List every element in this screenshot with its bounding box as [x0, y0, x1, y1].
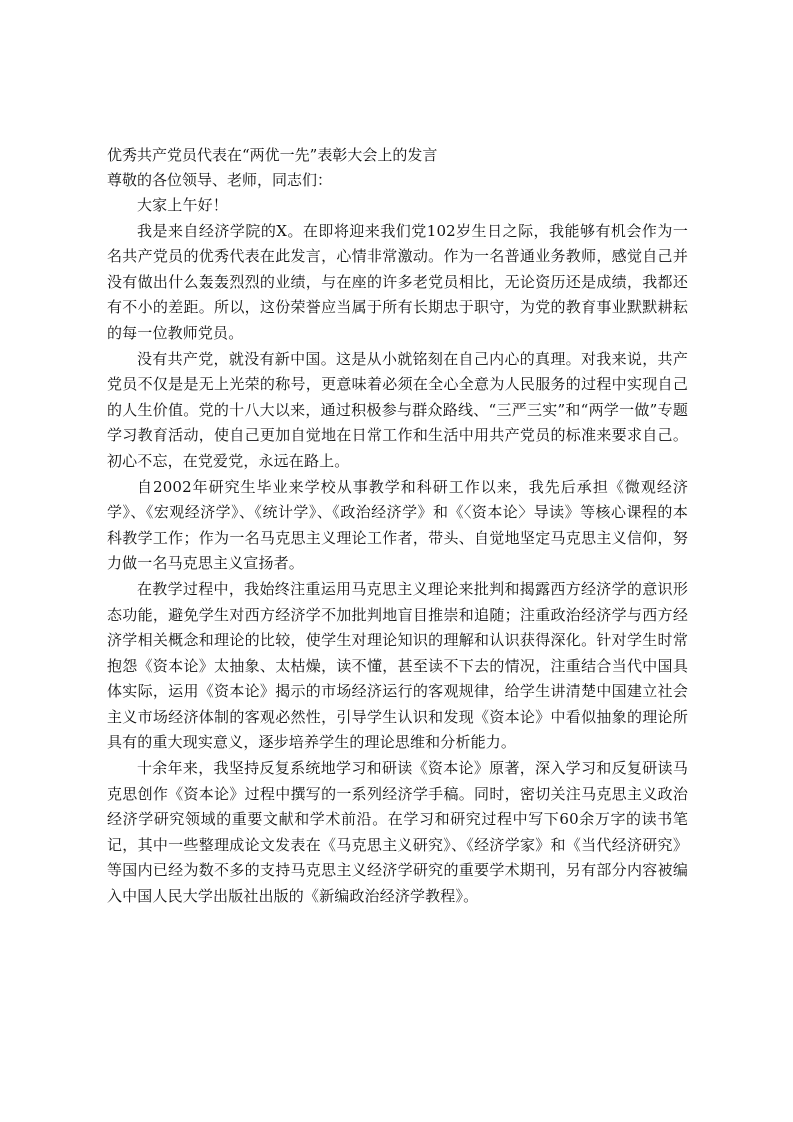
paragraph-teaching-career: 自2002年研究生毕业来学校从事教学和科研工作以来，我先后承担《微观经济学》、《宏观经济学》、《统计学》、《政治经济学》和《〈资本论〉导读》等核心课程的本科教学工作；作为一名马克思主义理论工作者，带头、自觉地坚定马克思主义信仰，努力做一名马克思主义宣扬者。 [107, 477, 688, 573]
document-page [107, 143, 688, 910]
paragraph-introduction: 我是来自经济学院的X。在即将迎来我们党102岁生日之际，我能够有机会作为一名共产党员的优秀代表在此发言，心情非常激动。作为一名普通业务教师，感觉自己并没有做出什么轰轰烈烈的业绩，与在座的许多老党员相比，无论资历还是成绩，我都还有不小的差距。所以，这份荣誉应当属于所有长期忠于职守，为党的教育事业默默耕耘的每一位教师党员。 [107, 221, 688, 342]
document-title: 优秀共产党员代表在“两优一先”表彰大会上的发言 [107, 146, 438, 164]
salutation: 尊敬的各位领导、老师，同志们： [107, 171, 333, 189]
paragraph-party-belief: 没有共产党，就没有新中国。这是从小就铭刻在自己内心的真理。对我来说，共产党员不仅是是无上光荣的称号，更意味着必须在全心全意为人民服务的过程中实现自己的人生价值。党的十八大以来，通过积极参与群众路线、“三严三实”和“两学一做”专题学习教育活动，使自己更加自觉地在日常工作和生活中用共产党员的标准来要求自己。初心不忘，在党爱党，永远在路上。 [107, 349, 688, 470]
paragraph-opening: 大家上午好！ [137, 196, 228, 214]
paragraph-research: 十余年来，我坚持反复系统地学习和研读《资本论》原著，深入学习和反复研读马克思创作《资本论》过程中撰写的一系列经济学手稿。同时，密切关注马克思主义政治经济学研究领域的重要文献和学术前沿。在学习和研究过程中写下60余万字的读书笔记，其中一些整理成论文发表在《马克思主义研究》、《经济学家》和《当代经济研究》等国内已经为数不多的支持马克思主义经济学研究的重要学术期刊，另有部分内容被编入中国人民大学出版社出版的《新编政治经济学教程》。 [107, 759, 688, 906]
paragraph-teaching-process: 在教学过程中，我始终注重运用马克思主义理论来批判和揭露西方经济学的意识形态功能，避免学生对西方经济学不加批判地盲目推崇和追随；注重政治经济学与西方经济学相关概念和理论的比较，使学生对理论知识的理解和认识获得深化。针对学生时常抱怨《资本论》太抽象、太枯燥，读不懂，甚至读不下去的情况，注重结合当代中国具体实际，运用《资本论》揭示的市场经济运行的客观规律，给学生讲清楚中国建立社会主义市场经济体制的客观必然性，引导学生认识和发现《资本论》中看似抽象的理论所具有的重大现实意义，逐步培养学生的理论思维和分析能力。 [107, 579, 688, 752]
